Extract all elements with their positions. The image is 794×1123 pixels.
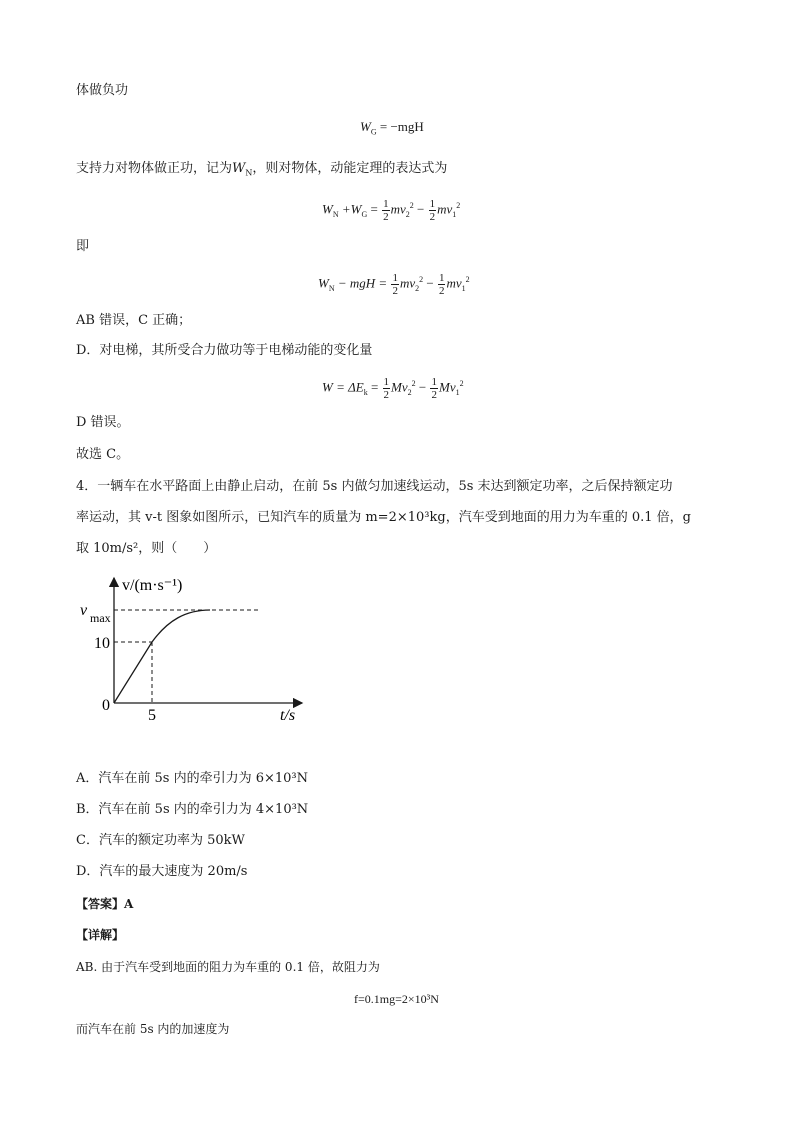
eq4-eq: = bbox=[367, 379, 382, 395]
eq3-mv-b-sub: 1 bbox=[461, 284, 466, 294]
velocity-curve bbox=[114, 610, 210, 703]
y-axis-label: v/(m·s⁻¹) bbox=[122, 577, 183, 594]
eq3-mv-b: mv bbox=[446, 275, 462, 291]
eq3-frac-b bbox=[438, 272, 446, 297]
eq2-frac-b-num: 1 bbox=[429, 198, 436, 210]
vt-graph bbox=[70, 570, 320, 730]
eq1-lhs-sub: G bbox=[370, 127, 377, 137]
answer-label: 【答案】A bbox=[76, 897, 134, 911]
eq4-mv-a: Mv bbox=[391, 379, 408, 395]
equation-friction: f=0.1mg=2×10³N bbox=[354, 992, 439, 1006]
eq3-mv-b-sup: 2 bbox=[465, 275, 470, 285]
eq2-eq: = bbox=[367, 201, 382, 217]
eq3-minus: − bbox=[423, 275, 437, 291]
option-d[interactable]: D．汽车的最大速度为 20m/s bbox=[76, 864, 248, 879]
eq2-frac-a-den: 2 bbox=[383, 211, 389, 223]
support-text-b: ，则对物体，动能定理的表达式为 bbox=[252, 161, 448, 176]
equation-work-energy bbox=[318, 272, 470, 297]
question-4-line-3: 取 10m/s²，则（ ） bbox=[76, 541, 217, 556]
option-a[interactable]: A．汽车在前 5s 内的牵引力为 6×10³N bbox=[76, 771, 309, 786]
eq2-mv-b-sub: 1 bbox=[452, 210, 457, 220]
tick-5: 5 bbox=[148, 707, 156, 724]
eq2-mv-b: mv bbox=[437, 201, 453, 217]
eq3-mid: − mgH = bbox=[334, 275, 391, 291]
x-axis-label: t/s bbox=[280, 707, 296, 724]
eq4-frac-b-den: 2 bbox=[431, 389, 437, 401]
eq4-mv-a-sub: 2 bbox=[407, 388, 412, 398]
eq2-frac-a bbox=[382, 198, 390, 223]
ji-line: 即 bbox=[76, 239, 90, 254]
eq2-mv-a-sub: 2 bbox=[405, 210, 410, 220]
eq4-mv-a-sup: 2 bbox=[411, 379, 416, 389]
tick-0: 0 bbox=[102, 697, 110, 714]
eq4-mv-b-sub: 1 bbox=[455, 388, 460, 398]
eq2-sub-n: N bbox=[332, 210, 339, 220]
eq2-sub-g: G bbox=[361, 210, 368, 220]
eq2-frac-b-den: 2 bbox=[429, 211, 436, 223]
eq4-frac-b bbox=[430, 376, 438, 401]
ab-wrong-line: AB 错误，C 正确； bbox=[76, 313, 192, 328]
detail-line-2: 而汽车在前 5s 内的加速度为 bbox=[76, 1022, 230, 1036]
equation-kinetic-theorem bbox=[322, 198, 460, 223]
option-b[interactable]: B．汽车在前 5s 内的牵引力为 4×10³N bbox=[76, 802, 309, 817]
support-symbol: W bbox=[232, 161, 246, 176]
eq4-lhs-sub: k bbox=[363, 388, 368, 398]
question-4-line-1: 4．一辆车在水平路面上由静止启动，在前 5s 内做匀加速线运动，5s 末达到额定功率，之后保持额定功 bbox=[76, 479, 673, 494]
eq2-frac-b bbox=[429, 198, 437, 223]
tick-vmax-sub: max bbox=[90, 611, 111, 625]
option-d-explanation: D．对电梯，其所受合力做功等于电梯动能的变化量 bbox=[76, 343, 373, 358]
equation-gravity-work bbox=[360, 118, 424, 136]
eq2-mv-a-sup: 2 bbox=[409, 201, 414, 211]
option-c[interactable]: C．汽车的额定功率为 50kW bbox=[76, 833, 245, 848]
eq3-sub-n: N bbox=[328, 284, 335, 294]
eq3-w: W bbox=[318, 275, 329, 291]
question-4-line-2: 率运动，其 v-t 图象如图所示，已知汽车的质量为 m=2×10³kg，汽车受到地面的用力为车重的 0.1 倍，g bbox=[76, 510, 691, 525]
eq2-mv-b-sup: 2 bbox=[456, 201, 461, 211]
eq3-frac-a bbox=[391, 272, 399, 297]
eq3-frac-a-num: 1 bbox=[392, 272, 398, 284]
eq2-w: W bbox=[322, 201, 333, 217]
eq3-frac-a-den: 2 bbox=[392, 285, 398, 297]
tick-10: 10 bbox=[94, 635, 110, 652]
eq4-lhs: W = ΔE bbox=[322, 379, 364, 395]
support-text-a: 支持力对物体做正功，记为 bbox=[76, 161, 233, 176]
eq3-mv-a: mv bbox=[399, 275, 416, 291]
eq1-lhs: W bbox=[360, 119, 371, 134]
detail-heading: 【详解】 bbox=[76, 928, 125, 942]
intro-line: 体做负功 bbox=[76, 83, 129, 98]
equation-elevator-energy bbox=[322, 376, 464, 401]
choose-c-line: 故选 C。 bbox=[76, 447, 130, 462]
eq2-minus: − bbox=[413, 201, 428, 217]
eq2-plus-w: +W bbox=[338, 201, 362, 217]
eq3-mv-a-sub: 2 bbox=[415, 284, 420, 294]
eq3-mv-a-sup: 2 bbox=[419, 275, 424, 285]
eq4-mv-b-sup: 2 bbox=[459, 379, 464, 389]
eq1-rhs: = −mgH bbox=[376, 119, 424, 134]
d-wrong-line: D 错误。 bbox=[76, 415, 130, 430]
detail-line-1: AB. 由于汽车受到地面的阻力为车重的 0.1 倍，故阻力为 bbox=[76, 960, 380, 974]
eq2-mv-a: mv bbox=[390, 201, 406, 217]
support-force-line bbox=[76, 160, 447, 178]
eq4-mv-b: Mv bbox=[438, 379, 456, 395]
eq4-frac-a-den: 2 bbox=[383, 389, 390, 401]
eq4-frac-b-num: 1 bbox=[431, 376, 437, 388]
eq4-frac-a-num: 1 bbox=[383, 376, 390, 388]
eq4-minus: − bbox=[415, 379, 430, 395]
eq3-frac-b-den: 2 bbox=[438, 285, 445, 297]
support-sub: N bbox=[245, 168, 253, 178]
eq2-frac-a-num: 1 bbox=[383, 198, 389, 210]
eq3-frac-b-num: 1 bbox=[438, 272, 445, 284]
eq4-frac-a bbox=[383, 376, 391, 401]
tick-vmax: v bbox=[80, 602, 88, 619]
